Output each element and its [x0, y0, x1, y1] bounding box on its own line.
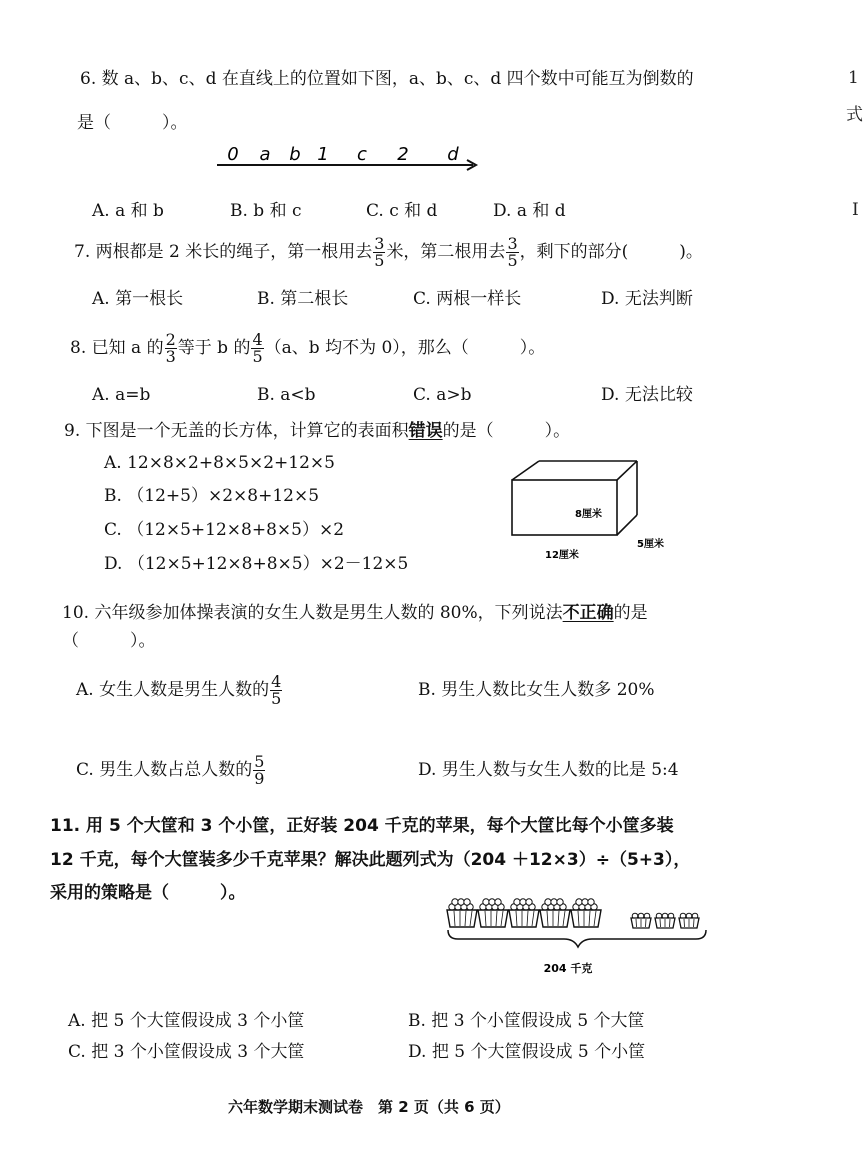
q7-fraction-2: $\frac{3}{5}$	[507, 234, 518, 270]
q10-option-a-fraction: $\frac{4}{5}$	[271, 672, 282, 708]
q6-text-line1: 6. 数 a、b、c、d 在直线上的位置如下图，a、b、c、d 四个数中可能互为倒数的	[80, 69, 694, 89]
q6-option-d[interactable]: D. a 和 d	[493, 201, 566, 221]
box-depth-label: 5厘米	[637, 539, 664, 550]
q7-option-c[interactable]: C. 两根一样长	[413, 289, 522, 309]
q9-text-pre: 9. 下图是一个无盖的长方体，计算它的表面积	[64, 421, 409, 441]
q11-option-d[interactable]: D. 把 5 个大筐假设成 5 个小筐	[408, 1042, 646, 1062]
q10-text-pre: 10. 六年级参加体操表演的女生人数是男生人数的 80%，下列说法	[62, 603, 563, 623]
q11-text-line2: 12 千克，每个大筐装多少千克苹果？解决此题列式为（204 ＋12×3）÷（5+3），	[50, 850, 691, 870]
q10-option-a[interactable]: A. 女生人数是男生人数的 $\frac{4}{5}$	[76, 672, 282, 708]
axis-label-2: 2	[397, 144, 409, 165]
q10-text	[62, 602, 648, 624]
q7-text-post: ，剩下的部分( )。	[519, 242, 703, 262]
q10-option-c-fraction: $\frac{5}{9}$	[254, 752, 265, 788]
q7-option-a[interactable]: A. 第一根长	[92, 289, 184, 309]
q6-option-b[interactable]: B. b 和 c	[230, 201, 302, 221]
q8-text-mid: 等于 b 的	[177, 338, 251, 358]
q8-text-post: （a、b 均不为 0），那么（ ）。	[264, 338, 546, 358]
q8-text	[70, 330, 545, 366]
q7-text-pre: 7. 两根都是 2 米长的绳子，第一根用去	[74, 242, 373, 262]
big-basket-icon	[447, 899, 477, 927]
small-basket-icon	[631, 913, 651, 928]
q8-fraction-2: $\frac{4}{5}$	[252, 330, 263, 366]
q10-option-c[interactable]: C. 男生人数占总人数的 $\frac{5}{9}$	[76, 752, 265, 788]
q9-text-post: 的是（ ）。	[442, 421, 571, 441]
axis-label-b: b	[289, 144, 301, 165]
big-basket-icon	[478, 899, 508, 927]
q11-option-a[interactable]: A. 把 5 个大筐假设成 3 个小筐	[68, 1011, 305, 1031]
q11-text-line1: 11. 用 5 个大筐和 3 个小筐，正好装 204 千克的苹果，每个大筐比每个小筐多装	[50, 816, 674, 836]
q7-fraction-1: $\frac{3}{5}$	[374, 234, 385, 270]
edge-mark: 1	[848, 68, 859, 88]
q8-option-a[interactable]: A. a=b	[92, 385, 151, 405]
q9-option-d[interactable]: D. （12×5+12×8+8×5）×2－12×5	[104, 554, 409, 574]
q11-option-c[interactable]: C. 把 3 个小筐假设成 3 个大筐	[68, 1042, 305, 1062]
axis-label-0: 0	[227, 144, 239, 165]
q11-option-b[interactable]: B. 把 3 个小筐假设成 5 个大筐	[408, 1011, 645, 1031]
small-basket-icon	[655, 913, 675, 928]
q6-option-a[interactable]: A. a 和 b	[92, 201, 164, 221]
box-height-label: 8厘米	[575, 509, 602, 520]
q6-option-c[interactable]: C. c 和 d	[366, 201, 438, 221]
q8-option-d[interactable]: D. 无法比较	[601, 385, 693, 405]
big-basket-icon	[509, 899, 539, 927]
q10-option-d[interactable]: D. 男生人数与女生人数的比是 5:4	[418, 760, 679, 780]
box-length-label: 12厘米	[545, 550, 579, 561]
q10-option-b[interactable]: B. 男生人数比女生人数多 20%	[418, 680, 655, 700]
q8-text-pre: 8. 已知 a 的	[70, 338, 164, 358]
cuboid-figure	[505, 455, 680, 570]
q10-emphasis: 不正确	[562, 603, 614, 623]
edge-mark: I	[852, 200, 859, 220]
q10-text-line2: （ ）。	[62, 631, 156, 651]
q7-option-d[interactable]: D. 无法判断	[601, 289, 693, 309]
q9-option-b[interactable]: B. （12+5）×2×8+12×5	[104, 486, 320, 506]
axis-label-d: d	[447, 144, 459, 165]
small-basket-icon	[679, 913, 699, 928]
q6-text-line2: 是（ ）。	[77, 113, 188, 133]
axis-label-a: a	[259, 144, 271, 165]
page-footer: 六年数学期末测试卷 第 2 页（共 6 页）	[228, 1098, 510, 1116]
axis-label-1: 1	[317, 144, 329, 165]
q7-text	[74, 234, 703, 270]
q10-text-post: 的是	[613, 603, 648, 623]
big-basket-icon	[540, 899, 570, 927]
q8-option-c[interactable]: C. a>b	[413, 385, 472, 405]
number-line-figure	[215, 138, 485, 174]
q9-text	[64, 420, 570, 442]
q8-fraction-1: $\frac{2}{3}$	[165, 330, 176, 366]
baskets-figure	[440, 895, 715, 980]
q7-option-b[interactable]: B. 第二根长	[257, 289, 349, 309]
q9-option-a[interactable]: A. 12×8×2+8×5×2+12×5	[104, 453, 335, 473]
axis-label-c: c	[357, 144, 367, 165]
baskets-total-label: 204 千克	[543, 962, 593, 975]
q7-text-mid: 米，第二根用去	[386, 242, 506, 262]
edge-mark: 式	[846, 105, 863, 125]
q11-text-line3: 采用的策略是（ ）。	[50, 883, 246, 903]
q9-option-c[interactable]: C. （12×5+12×8+8×5）×2	[104, 520, 345, 540]
big-basket-icon	[571, 899, 601, 927]
q8-option-b[interactable]: B. a<b	[257, 385, 316, 405]
q9-emphasis: 错误	[408, 421, 443, 441]
